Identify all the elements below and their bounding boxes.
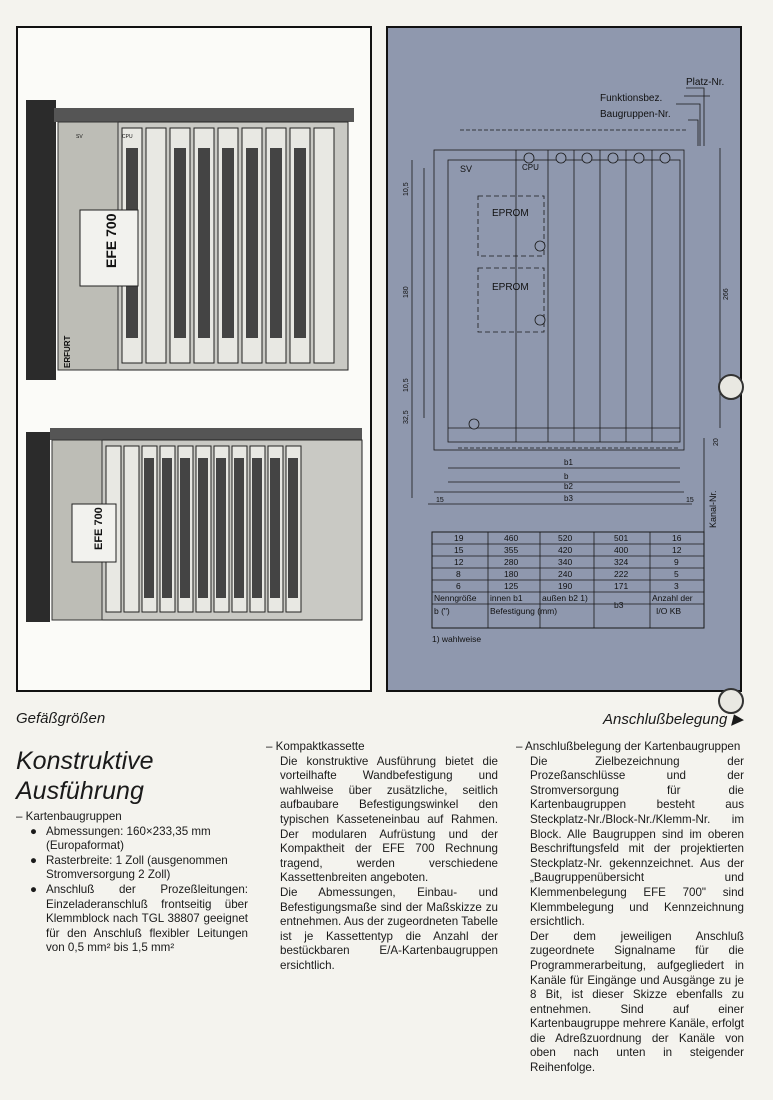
module-cpu: CPU	[522, 163, 539, 172]
table-cell: 12	[672, 545, 682, 555]
panel-brand-bottom: EFE 700	[93, 507, 105, 550]
table-cell: 355	[504, 545, 519, 555]
table-cell: 16	[672, 533, 682, 543]
dim-15-b: 15	[686, 497, 694, 504]
table-head-anzahl: Anzahl der	[652, 593, 693, 603]
table-cell: 9	[674, 557, 679, 567]
column-2	[266, 740, 498, 974]
table-cell: 15	[454, 545, 464, 555]
list-item: ● Anschluß der Prozeßleitungen: Einzeladeranschluß frontseitig über Klemmblock nach TGL 38807 geeignet für den Anschluß flexibler Leitungen von 0,5 mm² bis 1,5 mm²	[30, 882, 248, 955]
list-item: ● Rasterbreite: 1 Zoll (ausgenommen Stromversorgung 2 Zoll)	[30, 853, 228, 882]
table-cell: 400	[614, 545, 629, 555]
table-head-befest: Befestigung (mm)	[490, 606, 558, 616]
table-head-innen: innen b1	[490, 593, 523, 603]
callout-baugruppe: Baugruppen-Nr.	[600, 109, 671, 120]
size-table	[432, 533, 693, 644]
table-cell: 460	[504, 533, 519, 543]
rack-photo-bottom	[26, 428, 362, 622]
dim-10-5-a: 10,5	[403, 182, 410, 196]
callout-platz: Platz-Nr.	[686, 77, 725, 88]
table-cell: 420	[558, 545, 573, 555]
callout-funktion: Funktionsbez.	[600, 93, 663, 104]
maker-top: ERFURT	[63, 335, 72, 368]
list-item: ● Abmessungen: 160×233,35 mm (Europaformat)	[30, 824, 211, 853]
dim-32-5: 32,5	[403, 410, 410, 424]
paragraph: Der dem jeweiligen Anschluß zugeordnete Signalname für die Programmerarbeitung, aufgegliedert in Kanäle für Eingänge und Ausgänge zu je 8 Bit, ist dieser Skizze ebenfalls zu entnehmen. Sind auf einer Kartenbaugruppe mehrere Kanäle, erfolgt die Adreßzuordnung der Kanäle von oben nach unten in steigender Reihenfolge.	[530, 929, 744, 1075]
table-cell: 19	[454, 533, 464, 543]
dimension-diagram	[386, 26, 742, 692]
sv-label-top: SV	[76, 134, 83, 140]
panel-brand-top: EFE 700	[103, 213, 119, 268]
column-3	[516, 740, 744, 1076]
table-cell: 520	[558, 533, 573, 543]
table-cell: 280	[504, 557, 519, 567]
page-title: Konstruktive Ausführung	[16, 747, 154, 805]
dim-b: b	[564, 472, 569, 481]
dim-b3: b3	[564, 494, 573, 503]
caption-right: Anschlußbelegung ▶	[603, 711, 743, 728]
module-sv: SV	[460, 164, 473, 174]
table-cell: 340	[558, 557, 573, 567]
paragraph: Die Zielbezeichnung der Prozeßanschlüsse und der Stromversorgung für die Kartenbaugruppen besteht aus Steckplatz-Nr./Block-Nr./Klemm-Nr. im Block. Alle Baugruppen sind im oberen Beschriftungsfeld mit der projektierten Steckplatz-Nr. gekennzeichnet. Aus der „Baugruppenübersicht und Klemmenbelegung EFE 700" sind Klemmbelegung und Kennzeichnung ersichtlich.	[530, 754, 744, 929]
paragraph: Die konstruktive Ausführung bietet die vorteilhafte Wandbefestigung und wahlweise über zusätzliche, seitlich aufbaubare Befestigungswinkel den typischen Kasseteneinbau auf Rahmen. Der modularen Aufrüstung und der Kompaktheit der EFE 700 Rechnung tragend, werden verschiedene Kassettenbreiten angeboten.	[280, 754, 498, 885]
caption-left: Gefäßgrößen	[16, 710, 106, 727]
dim-b2: b2	[564, 482, 573, 491]
dim-b1: b1	[564, 458, 573, 467]
table-cell: 180	[504, 569, 519, 579]
table-cell: 6	[456, 581, 461, 591]
table-cell: 5	[674, 569, 679, 579]
table-cell: 501	[614, 533, 629, 543]
table-head-nenn: Nenngröße	[434, 593, 477, 603]
module-eprom-1: EPROM	[492, 208, 529, 219]
table-head-b: b (")	[434, 606, 450, 616]
rack-photos	[18, 28, 370, 690]
section-kartenbaugruppen: – Kartenbaugruppen	[16, 810, 122, 823]
table-cell: 324	[614, 557, 629, 567]
table-cell: 190	[558, 581, 573, 591]
bullet-text: Rasterbreite: 1 Zoll (ausgenommen Stromversorgung 2 Zoll)	[46, 853, 228, 882]
module-eprom-2: EPROM	[492, 282, 529, 293]
dimension-drawing	[388, 28, 740, 690]
table-head-aussen: außen b2 1)	[542, 593, 588, 603]
dim-180: 180	[403, 286, 410, 298]
cpu-label-top: CPU	[122, 134, 133, 140]
column-1	[16, 810, 248, 956]
rack-photo-top	[26, 100, 354, 380]
table-cell: 222	[614, 569, 629, 579]
punch-hole	[718, 374, 744, 400]
table-footnote: 1) wahlweise	[432, 634, 482, 644]
table-head-b3: b3	[614, 600, 624, 610]
dim-10-5-b: 10,5	[403, 378, 410, 392]
kanal-label: Kanal-Nr.	[708, 490, 718, 528]
dim-15-a: 15	[436, 497, 444, 504]
table-head-io: I/O KB	[656, 606, 682, 616]
section-anschlussbelegung: – Anschlußbelegung der Kartenbaugruppen	[516, 740, 741, 753]
bullet-text: Abmessungen: 160×233,35 mm (Europaformat)	[46, 824, 211, 853]
table-cell: 12	[454, 557, 464, 567]
photo-panel	[16, 26, 372, 692]
table-cell: 171	[614, 581, 629, 591]
table-cell: 240	[558, 569, 573, 579]
table-cell: 8	[456, 569, 461, 579]
section-kompaktkassette: – Kompaktkassette	[266, 740, 365, 753]
table-cell: 125	[504, 581, 519, 591]
paragraph: Die Abmessungen, Einbau- und Befestigungsmaße sind der Maßskizze zu entnehmen. Aus der zugeordneten Tabelle ist je Kassettentyp die Anzahl der bestückbaren E/A-Kartenbaugruppen ersichtlich.	[280, 885, 498, 972]
dim-20: 20	[713, 438, 720, 446]
table-cell: 3	[674, 581, 679, 591]
bullet-text: Anschluß der Prozeßleitungen: Einzeladeranschluß frontseitig über Klemmblock nach TGL 38807 geeignet für den Anschluß flexibler Leitungen von 0,5 mm² bis 1,5 mm²	[46, 882, 248, 955]
dim-266: 266	[723, 288, 730, 300]
